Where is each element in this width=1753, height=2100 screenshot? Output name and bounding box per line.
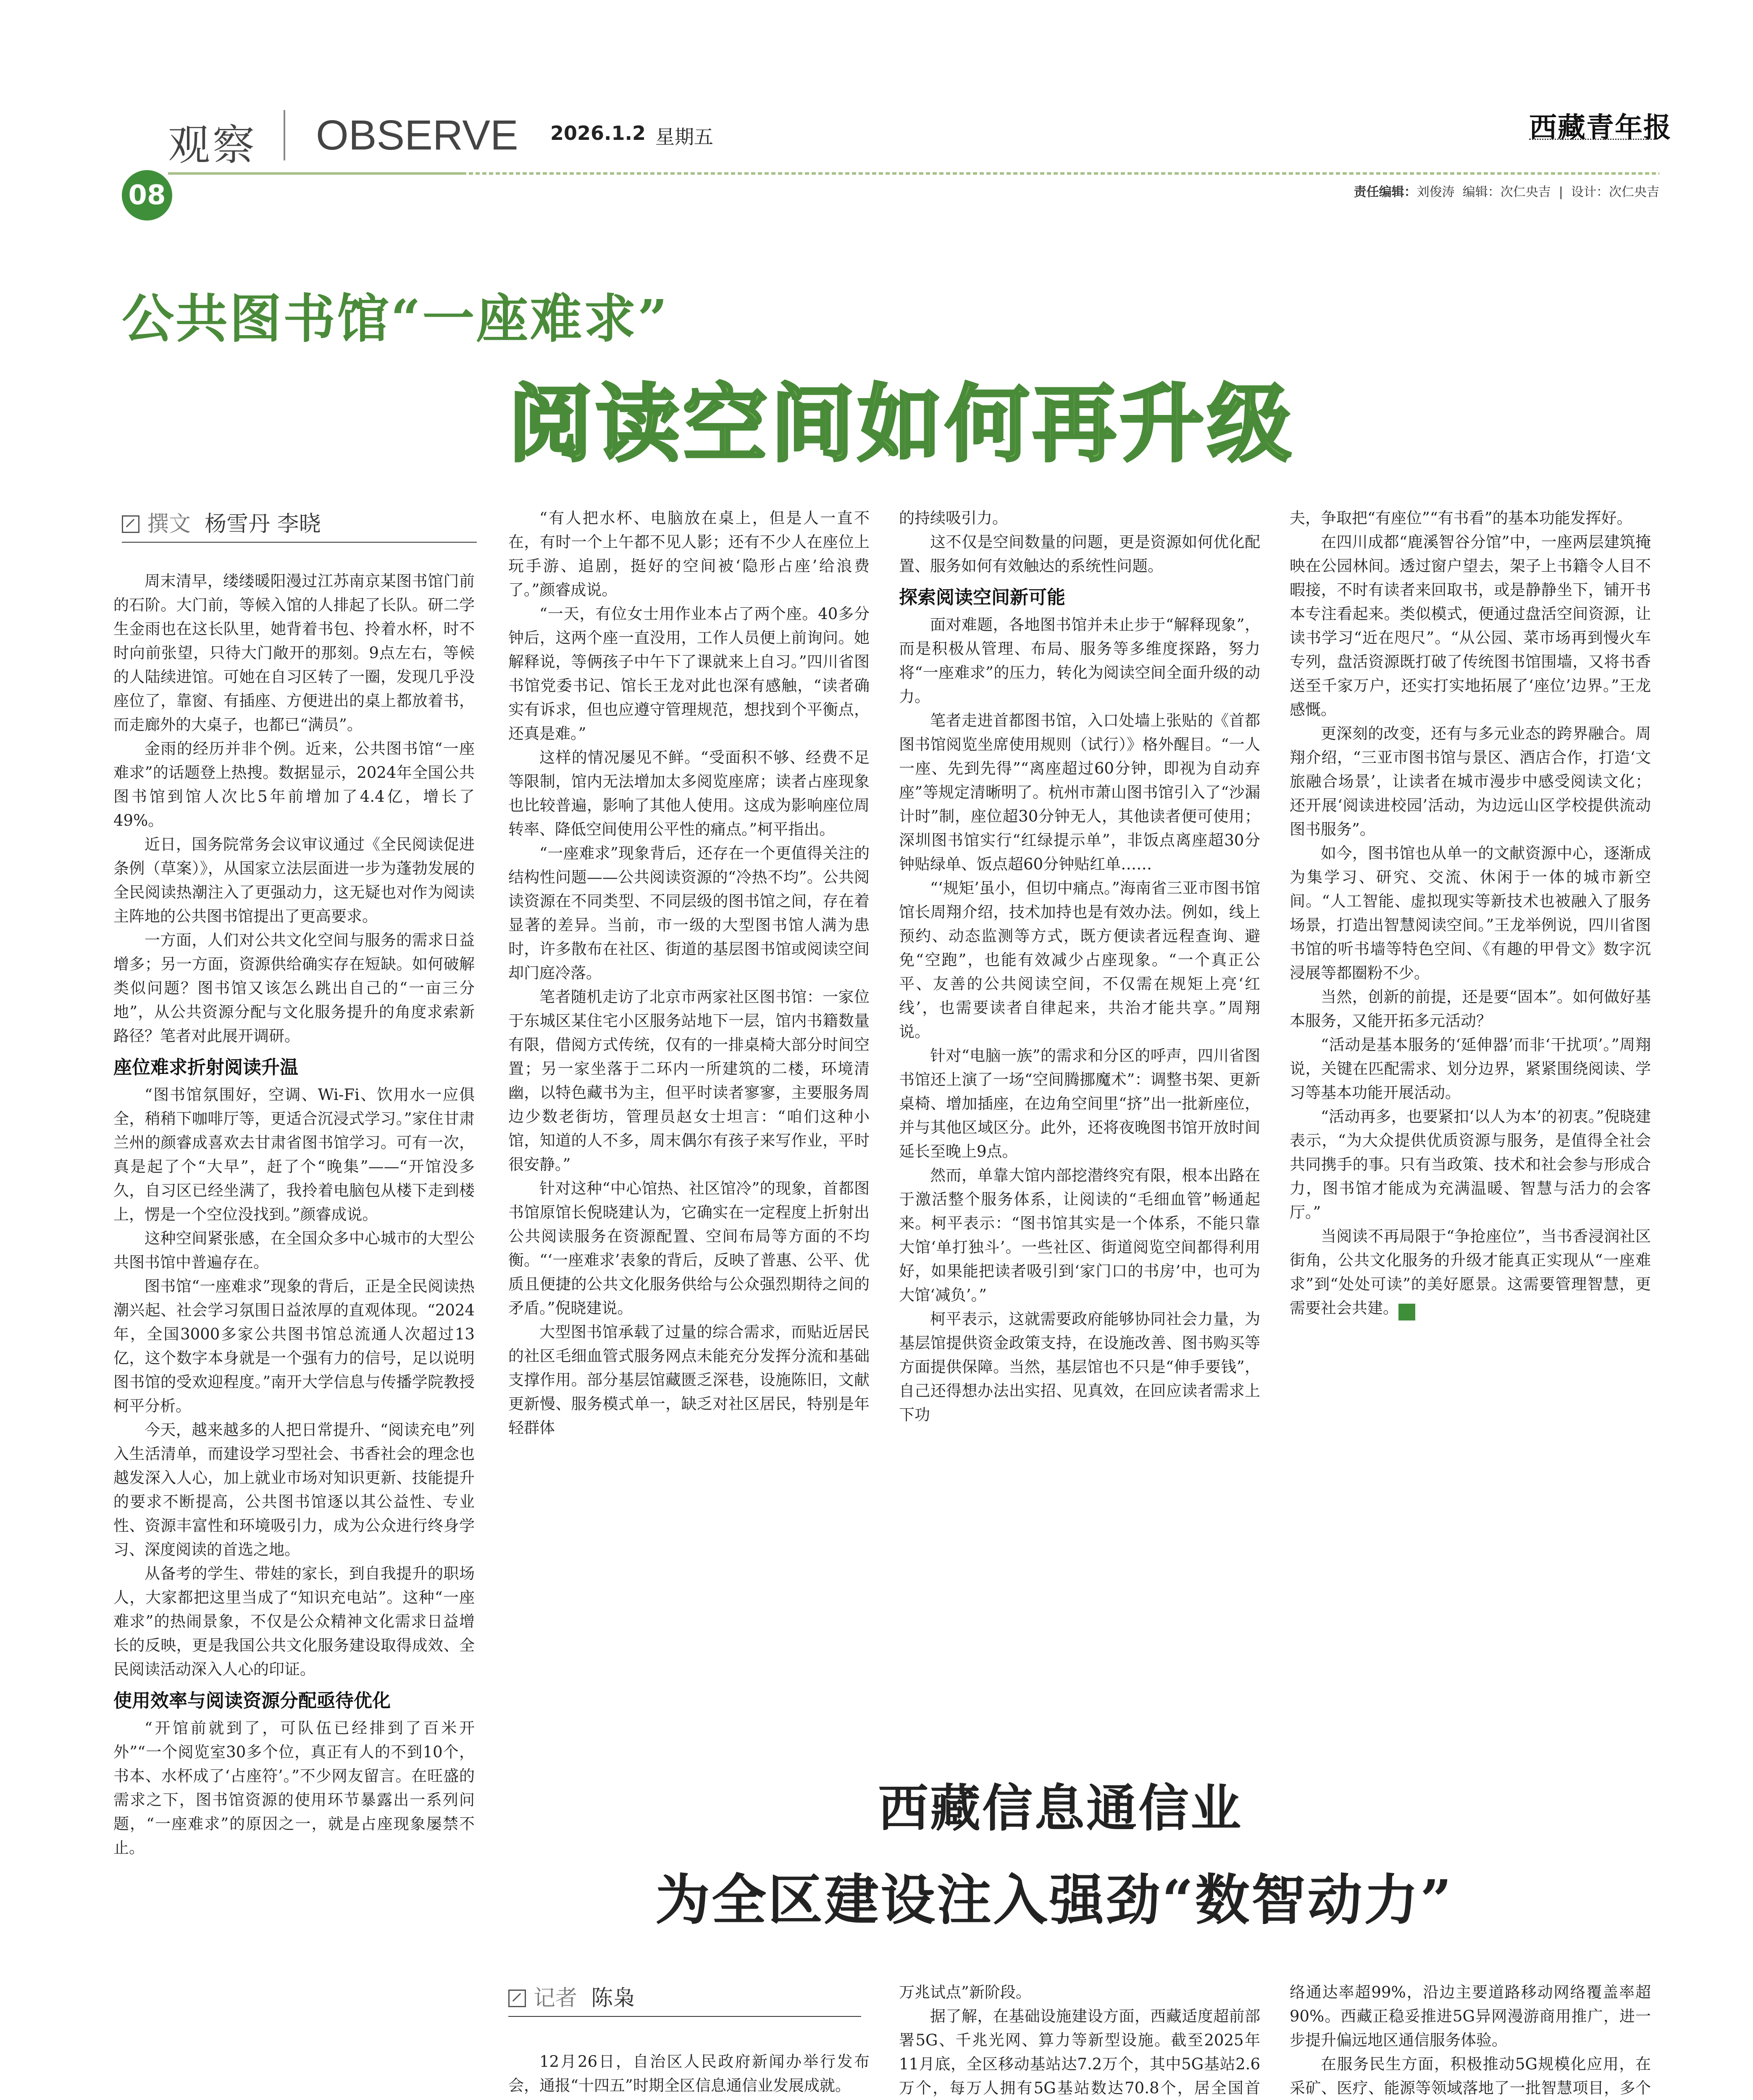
editor-name: 刘俊涛 [1417,185,1455,200]
article2-column-3 [1290,1980,1651,2100]
section-heading: 使用效率与阅读资源分配亟待优化 [113,1690,391,1712]
article2-column-1 [508,2050,870,2100]
paragraph: “有人把水杯、电脑放在桌上，但是人一直不在，有时一个上午都不见人影；还有不少人在座位上玩手游、追剧，挺好的空间被‘隐形占座’给浪费了。”颜睿成说。 [508,509,870,599]
editor-credits: 责任编辑：刘俊涛 编辑：次仁央吉 | 设计：次仁央吉 [1354,185,1659,200]
issue-date: 2026.1.2 [550,122,646,144]
byline-author: 陈枭 [591,1986,635,2011]
paragraph-text: 在服务民生方面，积极推动5G规模化应用，在采矿、医疗、能源等领域落地了一批智慧项目，多个 [1290,2055,1651,2097]
paragraph: 从备考的学生、带娃的家长，到自我提升的职场人，大家都把这里当成了“知识充电站”。这种“一座难求”的热闹景象，不仅是公众精神文化需求日益增长的反映，更是我国公共文化服务建设取得成效、全民阅读活动深入人心的印证。 [113,1564,475,1678]
header-rule-dashed [462,172,1659,175]
editor2-name: 次仁央吉 [1500,185,1551,200]
byline-authors: 杨雪丹 李晓 [205,512,321,537]
article1-column-3 [899,506,1260,1427]
byline-rule [508,2016,861,2017]
paragraph: 然而，单靠大馆内部挖潜终究有限，根本出路在于激活整个服务体系，让阅读的“毛细血管”畅通起来。柯平表示：“图书馆其实是一个体系，不能只靠大馆‘单打独斗’。一些社区、街道阅览空间都得利用好，如果能把读者吸引到‘家门口的书房’中，也可为大馆‘减负’。” [899,1166,1260,1304]
paragraph: 如今，图书馆也从单一的文献资源中心，逐渐成为集学习、研究、交流、休闲于一体的城市新空间。“人工智能、虚拟现实等新技术也被融入了服务场景，打造出智慧阅读空间。”王龙举例说，四川省图书馆的听书墙等特色空间、《有趣的甲骨文》数字沉浸展等都圈粉不少。 [1290,844,1651,982]
paragraph: 万兆试点”新阶段。 [899,1983,1031,2001]
issue-weekday: 星期五 [655,126,713,148]
article1-column-1 [113,569,475,1860]
paragraph: 针对“电脑一族”的需求和分区的呼声，四川省图书馆还上演了一场“空间腾挪魔术”：调整书架、更新桌椅、增加插座，在边角空间里“挤”出一批新座位，并与其他区域区分。此外，还将夜晚图书馆开放时间延长至晚上9点。 [899,1047,1260,1160]
paragraph: 12月26日，自治区人民政府新闻办举行发布会，通报“十四五”时期全区信息通信业发展成就。 [508,2053,870,2095]
paragraph: 图书馆“一座难求”现象的背后，正是全民阅读热潮兴起、社会学习氛围日益浓厚的直观体现。“2024年，全国3000多家公共图书馆总流通人次超过13亿，这个数字本身就是一个强有力的信号，足以说明图书馆的受欢迎程度。”南开大学信息与传播学院教授柯平分析。 [113,1277,475,1415]
paragraph: 笔者随机走访了北京市两家社区图书馆：一家位于东城区某住宅小区服务站地下一层，馆内书籍数量有限，借阅方式传统，仅有的一排桌椅大部分时间空置；另一家坐落于二环内一所建筑的二楼，环境清幽，以特色藏书为主，但平时读者寥寥，主要服务周边少数老街坊，管理员赵女士坦言：“咱们这种小馆，知道的人不多，周末偶尔有孩子来写作业，平时很安静。” [508,988,870,1173]
paragraph: 柯平表示，这就需要政府能够协同社会力量，为基层馆提供资金政策支持，在设施改善、图书购买等方面提供保障。当然，基层馆也不只是“伸手要钱”，自己还得想办法出实招、见真效，在回应读者需求上下功 [899,1310,1260,1424]
section-heading: 座位难求折射阅读升温 [113,1057,298,1078]
paragraph: “活动再多，也要紧扣‘以人为本’的初衷。”倪晓建表示，“为大众提供优质资源与服务，是值得全社会共同携手的事。只有当政策、技术和社会参与形成合力，图书馆才能成为充满温暖、智慧与活力的会客厅。” [1290,1108,1651,1221]
paragraph: 针对这种“中心馆热、社区馆冷”的现象，首都图书馆原馆长倪晓建认为，它确实在一定程度上折射出公共阅读服务在资源配置、空间布局等方面的不均衡。“‘一座难求’表象的背后，反映了普惠、公平、优质且便捷的公共文化服务供给与公众强烈期待之间的矛盾。”倪晓建说。 [508,1179,870,1317]
paragraph: 面对难题，各地图书馆并未止步于“解释现象”，而是积极从管理、布局、服务等多维度探路，努力将“一座难求”的压力，转化为阅读空间全面升级的动力。 [899,616,1260,706]
paragraph: 当然，创新的前提，还是要“固本”。如何做好基本服务，又能开拓多元活动？ [1290,988,1651,1030]
paragraph: 夫，争取把“有座位”“有书看”的基本功能发挥好。 [1290,509,1632,527]
editor2-label: 编辑： [1462,185,1501,200]
paragraph: “‘规矩’虽小，但切中痛点。”海南省三亚市图书馆馆长周翔介绍，技术加持也是有效办法。例如，线上预约、动态监测等方式，既方便读者远程查询、避免“空跑”，也能有效减少占座现象。“一个真正公平、友善的公共阅读空间，不仅需在规矩上亮‘红线’，也需要读者自律起来，共治才能共享。”周翔说。 [899,879,1260,1041]
paragraph: 金雨的经历并非个例。近来，公共图书馆“一座难求”的话题登上热搜。数据显示，2024年全国公共图书馆到馆人次比5年前增加了4.4亿，增长了49%。 [113,740,475,830]
section-title-cn: 观察 [168,121,257,170]
header-divider [284,110,285,160]
article1-column-2 [508,506,870,1440]
article1-subtitle: 阅读空间如何再升级 [508,375,1295,473]
page-number-badge: 08 [122,170,172,220]
paragraph: 近日，国务院常务会议审议通过《全民阅读促进条例（草案）》，从国家立法层面进一步为蓬勃发展的全民阅读热潮注入了更强动力，这无疑也对作为阅读主阵地的公共图书馆提出了更高要求。 [113,835,475,925]
paragraph [508,2097,870,2100]
paragraph: 的持续吸引力。 [899,509,1008,527]
paragraph: 今天，越来越多的人把日常提升、“阅读充电”列入生活清单，而建设学习型社会、书香社会的理念也越发深入人心，加上就业市场对知识更新、技能提升的要求不断提高，公共图书馆逐以其公益性、专业性、资源丰富性和环境吸引力，成为公众进行终身学习、深度阅读的首选之地。 [113,1421,475,1559]
paragraph: 更深刻的改变，还有与多元业态的跨界融合。周翔介绍，“三亚市图书馆与景区、酒店合作，打造‘文旅融合场景’，让读者在城市漫步中感受阅读文化；还开展‘阅读进校园’活动，为边远山区学校提供流动图书服务”。 [1290,724,1651,838]
paragraph: “开馆前就到了，可队伍已经排到了百米开外”“一个阅览室30多个位，真正有人的不到10个，书本、水杯成了‘占座符’。”不少网友留言。在旺盛的需求之下，图书馆资源的使用环节暴露出一系列问题，“一座难求”的原因之一，就是占座现象屡禁不止。 [113,1719,475,1857]
paragraph: 周末清早，缕缕暖阳漫过江苏南京某图书馆门前的石阶。大门前，等候入馆的人排起了长队。研二学生金雨也在这长队里，她背着书包、拎着水杯，时不时向前张望，只待大门敞开的那刻。9点左右，等候的人陆续进馆。可她在自习区转了一圈，发现几乎没座位了，靠窗、有插座、方便进出的桌上都放着书，而走廊外的大桌子，也都已“满员”。 [113,572,475,734]
byline-label: 撰文 [147,512,191,537]
article1-column-4 [1290,506,1651,1320]
newspaper-logo-tibetan [1529,139,1655,144]
paragraph: 据了解，在基础设施建设方面，西藏适度超前部署5G、千兆光网、算力等新型设施。截至2025年11月底，全区移动基站达7.2万个，其中5G基站2.6万个，每万人拥有5G基站数达70.8个，居全国首 [899,2007,1260,2097]
paragraph-text: 当阅读不再局限于“争抢座位”，当书香浸润社区街角，公共文化服务的升级才能真正实现从“一座难求”到“处处可读”的美好愿景。这需要管理智慧，更需要社会共建。 [1290,1227,1651,1317]
paragraph: 络通达率超99%，沿边主要道路移动网络覆盖率超90%。西藏正稳妥推进5G异网漫游商用推广，进一步提升偏远地区通信服务体验。 [1290,1983,1651,2049]
article1-byline [122,506,321,538]
byline-label: 记者 [534,1986,578,2011]
paragraph [1290,2052,1651,2100]
paragraph: 笔者走进首都图书馆，入口处墙上张贴的《首都图书馆阅览坐席使用规则（试行）》格外醒目。“一人一座、先到先得”“离座超过60分钟，即视为自动弃座”等规定清晰明了。杭州市萧山图书馆引入了“沙漏计时”制，座位超30分钟无人，其他读者便可使用；深圳图书馆实行“红绿提示单”，非饭点离座超30分钟贴绿单、饭点超60分钟贴红单…… [899,711,1260,873]
article2-subtitle: 为全区建设注入强劲“数智动力” [655,1868,1453,1932]
newspaper-logo: 西藏青年报 [1529,111,1672,144]
article2-title: 西藏信息通信业 [878,1779,1243,1838]
article1-title: 公共图书馆“一座难求” [122,289,669,349]
paragraph [1290,1224,1651,1320]
designer-label: 设计： [1571,185,1609,200]
paragraph: 在四川成都“鹿溪智谷分馆”中，一座两层建筑掩映在公园林间。透过窗户望去，架子上书籍令人目不暇接，不时有读者来回取书，或是静静坐下，铺开书本专注看起来。类似模式，便通过盘活空间资源，让读书学习“近在咫尺”。“从公园、菜市场再到慢火车专列，盘活资源既打破了传统图书馆围墙，又将书香送至千家万户，还实打实地拓展了‘座位’边界。”王龙感慨。 [1290,533,1651,719]
byline-rule [122,542,477,543]
paragraph: “一天，有位女士用作业本占了两个座。40多分钟后，这两个座一直没用，工作人员便上前询问。她解释说，等俩孩子中午下了课就来上自习。”四川省图书馆党委书记、馆长王龙对此也深有感触，“读者确实有诉求，但也应遵守管理规范，想找到个平衡点，还真是难。” [508,605,870,743]
section-heading: 探索阅读空间新可能 [899,587,1065,608]
paragraph: “图书馆氛围好，空调、Wi-Fi、饮用水一应俱全，稍稍下咖啡厅等，更适合沉浸式学习。”家住甘肃兰州的颜睿成喜欢去甘肃省图书馆学习。可有一次，真是起了个“大早”，赶了个“晚集”——“开馆没多久，自习区已经坐满了，我拎着电脑包从楼下走到楼上，愣是一个空位没找到。”颜睿成说。 [113,1086,475,1223]
paragraph: “一座难求”现象背后，还存在一个更值得关注的结构性问题——公共阅读资源的“冷热不均”。公共阅读资源在不同类型、不同层级的图书馆之间，存在着显著的差异。当前，市一级的大型图书馆人满为患时，许多散布在社区、街道的基层图书馆或阅读空间却门庭冷落。 [508,844,870,982]
paragraph: 大型图书馆承载了过量的综合需求，而贴近居民的社区毛细血管式服务网点未能充分发挥分流和基础支撑作用。部分基层馆藏匮乏深巷，设施陈旧，文献更新慢、服务模式单一，缺乏对社区居民，特别是年轻群体 [508,1323,870,1437]
section-title-en: OBSERVE [316,112,518,159]
paragraph: “活动是基本服务的‘延伸器’而非‘干扰项’。”周翔说，关键在匹配需求、划分边界，紧紧围绕阅读、学习等基本功能开展活动。 [1290,1036,1651,1102]
editor-label: 责任编辑： [1354,185,1417,200]
pen-icon [122,515,139,533]
article2-column-2 [899,1980,1260,2100]
end-mark-icon: 青 [1398,1304,1415,1320]
paragraph: 一方面，人们对公共文化空间与服务的需求日益增多；另一方面，资源供给确实存在短缺。如何破解类似问题？图书馆又该怎么跳出自己的“一亩三分地”，从公共资源分配与文化服务提升的角度求索新路径？笔者对此展开调研。 [113,931,475,1045]
paragraph: 这样的情况屡见不鲜。“受面积不够、经费不足等限制，馆内无法增加太多阅览座席；读者占座现象也比较普遍，影响了其他人使用。这成为影响座位周转率、降低空间使用公平性的痛点。”柯平指出。 [508,748,870,838]
designer-name: 次仁央吉 [1609,185,1659,200]
article2-byline [508,1980,635,2012]
paragraph: 这种空间紧张感，在全国众多中心城市的大型公共图书馆中普遍存在。 [113,1229,475,1271]
pen-icon [508,1990,526,2007]
paragraph: 这不仅是空间数量的问题，更是资源如何优化配置、服务如何有效触达的系统性问题。 [899,533,1260,575]
